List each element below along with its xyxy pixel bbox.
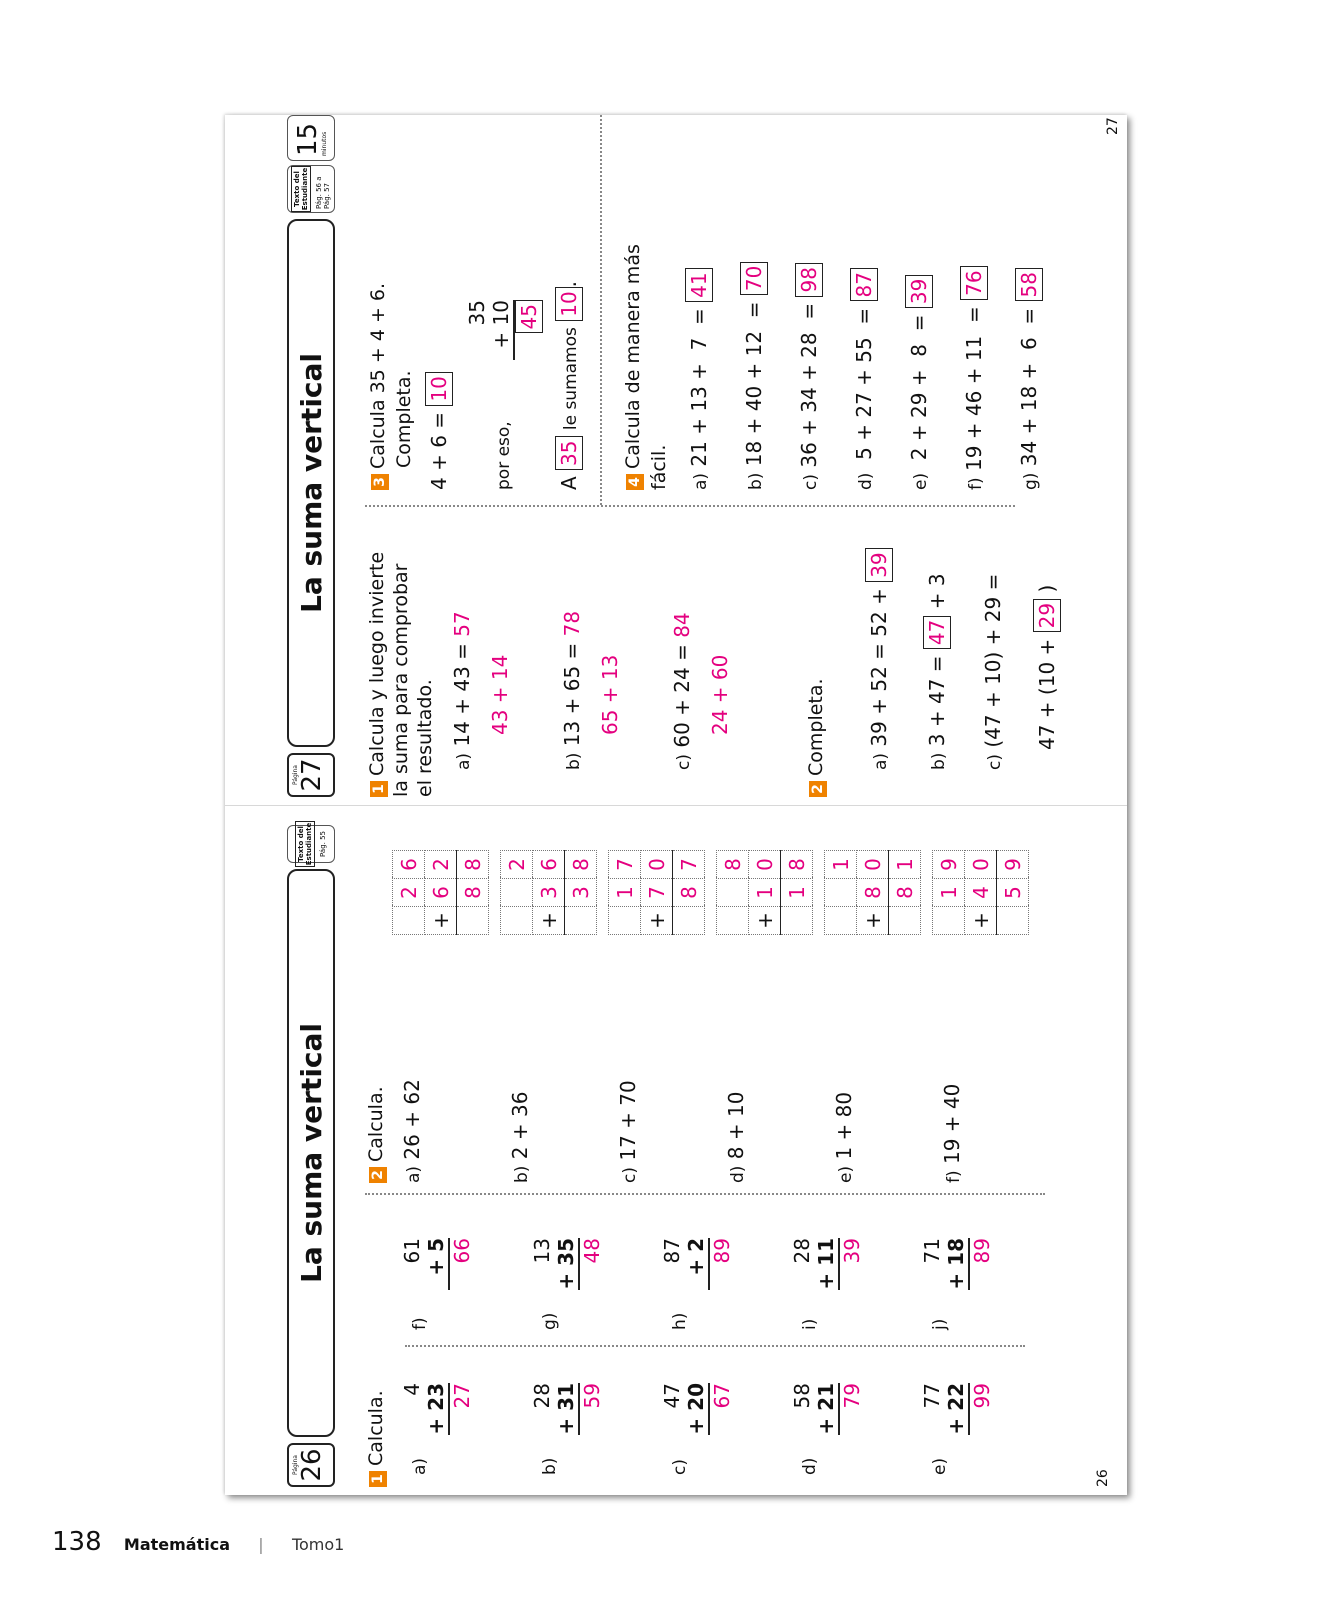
grid-cell: 1	[825, 851, 857, 879]
exercise-1-inverse	[598, 655, 622, 735]
text: h)	[670, 1312, 690, 1330]
text: b)	[929, 752, 949, 770]
text: 34 + 18 + 6 =	[1017, 307, 1041, 467]
grid-cell	[717, 879, 749, 907]
text: 17 + 70	[616, 1080, 640, 1161]
grid-cell: 1	[749, 879, 781, 907]
grid-cell: 7	[673, 851, 705, 879]
grid-cell	[565, 907, 597, 935]
grid-cell: 9	[997, 851, 1029, 879]
grid-cell	[933, 907, 965, 935]
addend: 28	[530, 1383, 554, 1409]
footer-separator: |	[258, 1535, 264, 1554]
grid-cell: 0	[965, 851, 997, 879]
addend: + 11	[814, 1238, 838, 1290]
text: d)	[728, 1165, 748, 1183]
exercise-1-inverse	[708, 655, 732, 735]
grid-cell: 8	[781, 851, 813, 879]
exercise-1-inverse	[488, 655, 512, 735]
grid-cell: +	[749, 907, 781, 935]
text: 43 + 14	[488, 654, 512, 735]
addition-grid	[500, 850, 597, 935]
exercise-4-item	[1015, 268, 1043, 490]
page-title: La suma vertical	[287, 869, 335, 1437]
exercise-1-label	[670, 1459, 690, 1475]
vertical-sum	[790, 1383, 864, 1435]
vertical-sum	[920, 1383, 994, 1435]
book-footer	[52, 1527, 344, 1557]
addend: 61	[400, 1238, 424, 1264]
exercise-2-item	[616, 1080, 640, 1183]
exercise-1-label	[800, 1458, 820, 1475]
text: f)	[966, 477, 986, 490]
exercise-2-item	[940, 1084, 964, 1183]
exercise-4-item	[685, 268, 713, 490]
text: 2 + 29 + 8 =	[907, 314, 931, 467]
text: 3 + 47 =	[925, 655, 949, 747]
exercise-3-line3: A 35 le sumamos 10.	[557, 280, 581, 490]
text: g)	[540, 1312, 560, 1330]
divider	[405, 1345, 1025, 1347]
text: 8 + 10	[724, 1091, 748, 1160]
addition-grid	[932, 850, 1029, 935]
addend: 4	[400, 1383, 424, 1396]
text: a)	[454, 752, 474, 770]
exercise-4-item	[795, 263, 823, 490]
text: f)	[410, 1317, 430, 1330]
text: 14 + 43 =	[450, 643, 474, 747]
addend: + 2	[684, 1238, 708, 1276]
footer-page-number: 138	[52, 1527, 102, 1557]
exercise-2-item	[508, 1092, 532, 1183]
exercise-1-label	[930, 1458, 950, 1475]
page-26	[225, 805, 1127, 1495]
exercise-2-item	[400, 1079, 424, 1183]
text: 36 + 34 + 28 =	[797, 302, 821, 468]
text: 76	[960, 266, 988, 299]
text: a)	[691, 472, 711, 490]
sum-result: 79	[838, 1383, 864, 1435]
text: 70	[740, 262, 768, 295]
exercise-3-line2: por eso,	[494, 421, 514, 490]
text: 13 + 65 =	[560, 642, 584, 747]
text: 1 + 80	[832, 1091, 856, 1160]
sum-result: 66	[448, 1238, 474, 1290]
text: i)	[800, 1318, 820, 1330]
grid-cell	[501, 907, 533, 935]
vertical-sum	[400, 1238, 474, 1290]
sum-result: 89	[968, 1238, 994, 1290]
exercise-1-label	[540, 1313, 560, 1330]
addend: + 31	[554, 1383, 578, 1435]
text: 19 + 46 + 11 =	[962, 306, 986, 472]
text: 65 + 13	[598, 654, 622, 735]
text: 98	[795, 263, 823, 296]
text: c)	[620, 1167, 640, 1183]
grid-cell: 0	[857, 851, 889, 879]
page-badge: Página 27	[287, 753, 335, 797]
text: b)	[540, 1457, 560, 1475]
exercise-1-heading: 1Calcula.	[365, 1327, 387, 1487]
text: 57	[450, 611, 474, 637]
addition-grid	[608, 850, 705, 935]
text: 2 + 36	[508, 1091, 532, 1160]
vertical-sum	[660, 1383, 734, 1435]
page-title: La suma vertical	[287, 219, 335, 747]
exercise-4-item	[905, 275, 933, 490]
addend: + 5	[424, 1238, 448, 1276]
sum-result: 39	[838, 1238, 864, 1290]
text: 39	[905, 275, 933, 308]
addend: 71	[920, 1238, 944, 1264]
exercise-4-item	[960, 266, 988, 490]
grid-cell	[889, 907, 921, 935]
text: 24 + 60	[708, 654, 732, 735]
exercise-1-item	[670, 612, 694, 770]
exercise-1-label	[540, 1458, 560, 1475]
text: 5 + 27 + 55 =	[852, 307, 876, 467]
text: e)	[930, 1457, 950, 1475]
workbook-spread	[225, 115, 1127, 1495]
text: + 3	[925, 573, 949, 610]
text: g)	[1021, 472, 1041, 490]
text: 58	[1015, 268, 1043, 301]
text: f)	[944, 1170, 964, 1183]
exercise-1-label	[670, 1313, 690, 1330]
grid-cell: 8	[565, 851, 597, 879]
grid-cell	[997, 907, 1029, 935]
exercise-2c-line2: 47 + (10 + 29 )	[1035, 584, 1059, 750]
exercise-1-item	[560, 611, 584, 770]
grid-cell	[673, 907, 705, 935]
text: 19 + 40	[940, 1083, 964, 1165]
grid-cell: 1	[609, 879, 641, 907]
sum-result: 48	[578, 1238, 604, 1290]
text: 60 + 24 =	[670, 644, 694, 748]
grid-cell: 0	[749, 851, 781, 879]
sum-result: 59	[578, 1383, 604, 1435]
grid-cell: 2	[425, 851, 457, 879]
addend: 58	[790, 1383, 814, 1409]
text: 26 + 62	[400, 1079, 424, 1160]
text: (47 + 10) + 29 =	[981, 573, 1005, 748]
addend: + 21	[814, 1383, 838, 1435]
grid-cell: +	[533, 907, 565, 935]
exercise-1-label	[930, 1319, 950, 1330]
divider	[365, 1193, 1045, 1195]
text: 84	[670, 612, 694, 638]
exercise-1-label	[800, 1319, 820, 1330]
text: c)	[801, 474, 821, 490]
text: b)	[746, 472, 766, 490]
sum-result: 27	[448, 1383, 474, 1435]
exercise-1-label	[410, 1458, 430, 1475]
grid-cell: 8	[457, 879, 489, 907]
exercise-4-item	[850, 268, 878, 490]
text: c)	[670, 1459, 690, 1475]
exercise-2-item	[981, 574, 1005, 770]
grid-cell: 7	[609, 851, 641, 879]
addition-grid	[824, 850, 921, 935]
text: 21 + 13 + 7 =	[687, 308, 711, 467]
exercise-1-label	[410, 1317, 430, 1330]
grid-cell: 0	[641, 851, 673, 879]
grid-cell: 4	[965, 879, 997, 907]
sum-result: 89	[708, 1238, 734, 1290]
addend: + 23	[424, 1383, 448, 1435]
text: e)	[836, 1165, 856, 1183]
grid-cell: 9	[933, 851, 965, 879]
addend: 87	[660, 1238, 684, 1264]
grid-cell: 6	[533, 851, 565, 879]
student-book-ref: Texto del Estudiante Pág. 56 a Pág. 57	[287, 165, 335, 213]
grid-cell: +	[425, 907, 457, 935]
exercise-2-item	[724, 1092, 748, 1183]
text: a)	[871, 752, 891, 770]
vertical-sum	[790, 1238, 864, 1290]
addend: 77	[920, 1383, 944, 1409]
grid-cell: 7	[641, 879, 673, 907]
text: c)	[674, 754, 694, 770]
grid-cell: 2	[393, 879, 425, 907]
grid-cell: 8	[889, 879, 921, 907]
grid-cell	[825, 879, 857, 907]
grid-cell: 2	[501, 851, 533, 879]
text: b)	[564, 752, 584, 770]
text: d)	[856, 472, 876, 490]
grid-cell	[501, 879, 533, 907]
exercise-2-item	[832, 1092, 856, 1183]
addend: + 18	[944, 1238, 968, 1290]
exercise-4-heading: 4Calcula de manera más fácil.	[622, 244, 670, 490]
vertical-sum	[530, 1238, 604, 1290]
grid-cell: 5	[997, 879, 1029, 907]
exercise-2-heading: 2Calcula.	[365, 1023, 387, 1183]
divider	[365, 505, 1015, 507]
exercise-1-heading: 1Calcula y luego invierte la suma para comprobar el resultado.	[366, 551, 436, 797]
addition-grid	[716, 850, 813, 935]
grid-cell: 8	[717, 851, 749, 879]
vertical-sum	[920, 1238, 994, 1290]
text: 41	[685, 268, 713, 301]
text: b)	[512, 1165, 532, 1183]
addend: + 20	[684, 1383, 708, 1435]
grid-cell: 3	[533, 879, 565, 907]
text: 39 + 52 = 52 +	[867, 588, 891, 747]
grid-cell	[781, 907, 813, 935]
exercise-4-item	[740, 262, 768, 490]
grid-cell: +	[965, 907, 997, 935]
page-number: 26	[1095, 1469, 1111, 1487]
exercise-3-vertical-sum: 35 + 10 45	[465, 300, 543, 360]
grid-cell: 8	[857, 879, 889, 907]
grid-cell: 6	[393, 851, 425, 879]
grid-cell	[393, 907, 425, 935]
student-book-ref: Texto del Estudiante Pág. 55	[287, 825, 335, 863]
addition-grid	[392, 850, 489, 935]
text: j)	[930, 1318, 950, 1330]
grid-cell: 8	[457, 851, 489, 879]
text: c)	[985, 754, 1005, 770]
grid-cell: 1	[889, 851, 921, 879]
grid-cell: +	[857, 907, 889, 935]
text: 78	[560, 610, 584, 637]
footer-subject: Matemática	[123, 1535, 231, 1554]
exercise-2-item	[865, 548, 893, 770]
exercise-1-item	[450, 611, 474, 770]
text: 87	[850, 268, 878, 301]
grid-cell	[457, 907, 489, 935]
grid-cell	[717, 907, 749, 935]
exercise-2-heading: 2Completa.	[805, 637, 827, 797]
grid-cell: 6	[425, 879, 457, 907]
grid-cell: 8	[673, 879, 705, 907]
text: 39	[865, 548, 893, 581]
addend: 13	[530, 1238, 554, 1264]
exercise-3-heading: 3Calcula 35 + 4 + 6. Completa.	[365, 250, 417, 490]
exercise-2-item	[923, 573, 951, 770]
text: a)	[410, 1457, 430, 1475]
addend: 28	[790, 1238, 814, 1264]
page-27	[225, 115, 1127, 805]
vertical-sum	[660, 1238, 734, 1290]
page-badge: Página 26	[287, 1443, 335, 1487]
grid-cell	[609, 907, 641, 935]
footer-volume: Tomo1	[291, 1535, 345, 1554]
grid-cell: +	[641, 907, 673, 935]
text: e)	[911, 472, 931, 490]
text: 47	[923, 616, 951, 649]
exercise-3-line1: 4 + 6 = 10	[425, 372, 453, 490]
vertical-sum	[530, 1383, 604, 1435]
text: a)	[404, 1165, 424, 1183]
addend: + 35	[554, 1238, 578, 1290]
text: 18 + 40 + 12 =	[742, 301, 766, 467]
sum-result: 67	[708, 1383, 734, 1435]
grid-cell: 3	[565, 879, 597, 907]
text: d)	[800, 1457, 820, 1475]
divider	[600, 115, 602, 505]
grid-cell	[825, 907, 857, 935]
addend: + 22	[944, 1383, 968, 1435]
sum-result: 99	[968, 1383, 994, 1435]
vertical-sum	[400, 1383, 474, 1435]
grid-cell: 1	[933, 879, 965, 907]
page-number: 27	[1105, 117, 1121, 135]
grid-cell: 1	[781, 879, 813, 907]
clock-icon: 15 minutos	[287, 115, 335, 161]
addend: 47	[660, 1383, 684, 1409]
